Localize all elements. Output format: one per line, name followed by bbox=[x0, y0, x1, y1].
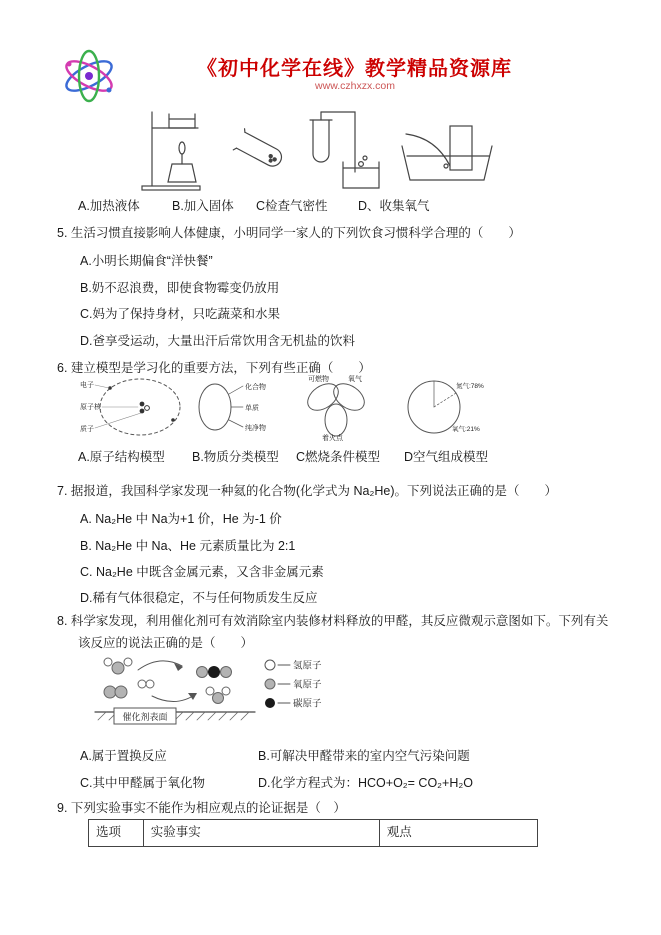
q6-caption-d: D空气组成模型 bbox=[404, 450, 489, 464]
air-composition-model-figure bbox=[398, 375, 498, 439]
q5-stem: 5. 生活习惯直接影响人体健康，小明同学一家人的下列饮食习惯科学合理的（ ） bbox=[57, 226, 521, 240]
oxygen-percent-label: 氧气:21% bbox=[452, 426, 480, 433]
q7-option-a: A. Na₂He 中 Na为+1 价，He 为-1 价 bbox=[80, 512, 282, 526]
apparatus-heating-liquid-figure bbox=[138, 106, 216, 194]
q6-caption-b: B.物质分类模型 bbox=[192, 450, 279, 464]
q7-option-d: D.稀有气体很稳定，不与任何物质发生反应 bbox=[80, 591, 318, 605]
q6-caption-a: A.原子结构模型 bbox=[78, 450, 165, 464]
q4-option-a-label: A.加热液体 bbox=[78, 199, 140, 213]
pure-substance-label: 纯净物 bbox=[245, 425, 266, 432]
q6-caption-c: C燃烧条件模型 bbox=[296, 450, 381, 464]
electron-label: 电子 bbox=[80, 382, 94, 389]
ignition-point-label: 着火点 bbox=[322, 435, 343, 442]
q4-option-b-label: B.加入固体 bbox=[172, 199, 234, 213]
q7-option-b: B. Na₂He 中 Na、He 元素质量比为 2:1 bbox=[80, 539, 296, 553]
nucleus-label: 原子核 bbox=[80, 404, 101, 411]
q7-option-c: C. Na₂He 中既含金属元素，又含非金属元素 bbox=[80, 565, 324, 579]
apparatus-adding-solid-figure bbox=[230, 112, 292, 190]
legend-oxygen-atom: 氧原子 bbox=[293, 679, 322, 691]
atom-structure-model-figure bbox=[78, 372, 186, 442]
q5-option-c: C.妈为了保持身材，只吃蔬菜和水果 bbox=[80, 307, 281, 321]
legend-hydrogen-atom: 氢原子 bbox=[293, 660, 322, 672]
q5-option-b: B.奶不忍浪费，即使食物霉变仍放用 bbox=[80, 281, 280, 295]
q9-table-header-option: 选项 bbox=[89, 820, 144, 846]
nitrogen-percent-label: 氮气:78% bbox=[456, 383, 484, 390]
q8-option-a: A.属于置换反应 bbox=[80, 749, 167, 763]
reaction-micro-diagram bbox=[90, 652, 430, 736]
site-url: www.czhxzx.com bbox=[315, 80, 395, 92]
oxygen-label: 氧气 bbox=[348, 376, 362, 383]
q6-stem: 6. 建立模型是学习化的重要方法，下列有些正确（ ） bbox=[57, 361, 371, 375]
catalyst-surface-label: 催化剂表面 bbox=[122, 712, 168, 722]
combustion-condition-model-figure bbox=[292, 372, 380, 442]
q9-table-header-viewpoint: 观点 bbox=[386, 825, 412, 839]
q9-table-header-fact: 实验事实 bbox=[144, 820, 380, 846]
site-title: 《初中化学在线》教学精品资源库 bbox=[197, 58, 512, 80]
q8-stem: 8. 科学家发现，利用催化剂可有效消除室内装修材料释放的甲醛，其反应微观示意图如下。下列有关该反应的说法正确的是（ ） bbox=[57, 614, 609, 650]
compound-label: 化合物 bbox=[245, 384, 266, 391]
site-logo-atom-icon bbox=[60, 45, 118, 107]
q5-option-a: A.小明长期偏食“洋快餐” bbox=[80, 254, 213, 268]
combustible-label: 可燃物 bbox=[308, 376, 329, 383]
apparatus-oxygen-collection-figure bbox=[398, 116, 498, 188]
legend-carbon-atom: 碳原子 bbox=[293, 698, 322, 710]
q4-option-c-label: C检查气密性 bbox=[256, 199, 328, 213]
q4-option-d-label: D、收集氧气 bbox=[358, 199, 430, 213]
q7-stem: 7. 据报道，我国科学家发现一种氦的化合物(化学式为 Na₂He)。下列说法正确的是（ ） bbox=[57, 484, 558, 498]
element-label: 单质 bbox=[245, 405, 259, 412]
q9-stem: 9. 下列实验事实不能作为相应观点的论证据是（ ） bbox=[57, 801, 346, 815]
matter-classification-model-figure bbox=[195, 376, 285, 438]
q5-option-d: D.爸享受运动，大量出汗后常饮用含无机盐的饮料 bbox=[80, 334, 356, 348]
q9-table bbox=[88, 819, 538, 847]
q8-option-d: D.化学方程式为：HCO+O₂= CO₂+H₂O bbox=[258, 776, 473, 790]
q8-option-b: B.可解决甲醛带来的室内空气污染问题 bbox=[258, 749, 470, 763]
q8-option-c: C.其中甲醛属于氧化物 bbox=[80, 776, 206, 790]
proton-label: 质子 bbox=[80, 426, 94, 433]
apparatus-airtightness-check-figure bbox=[295, 106, 395, 194]
